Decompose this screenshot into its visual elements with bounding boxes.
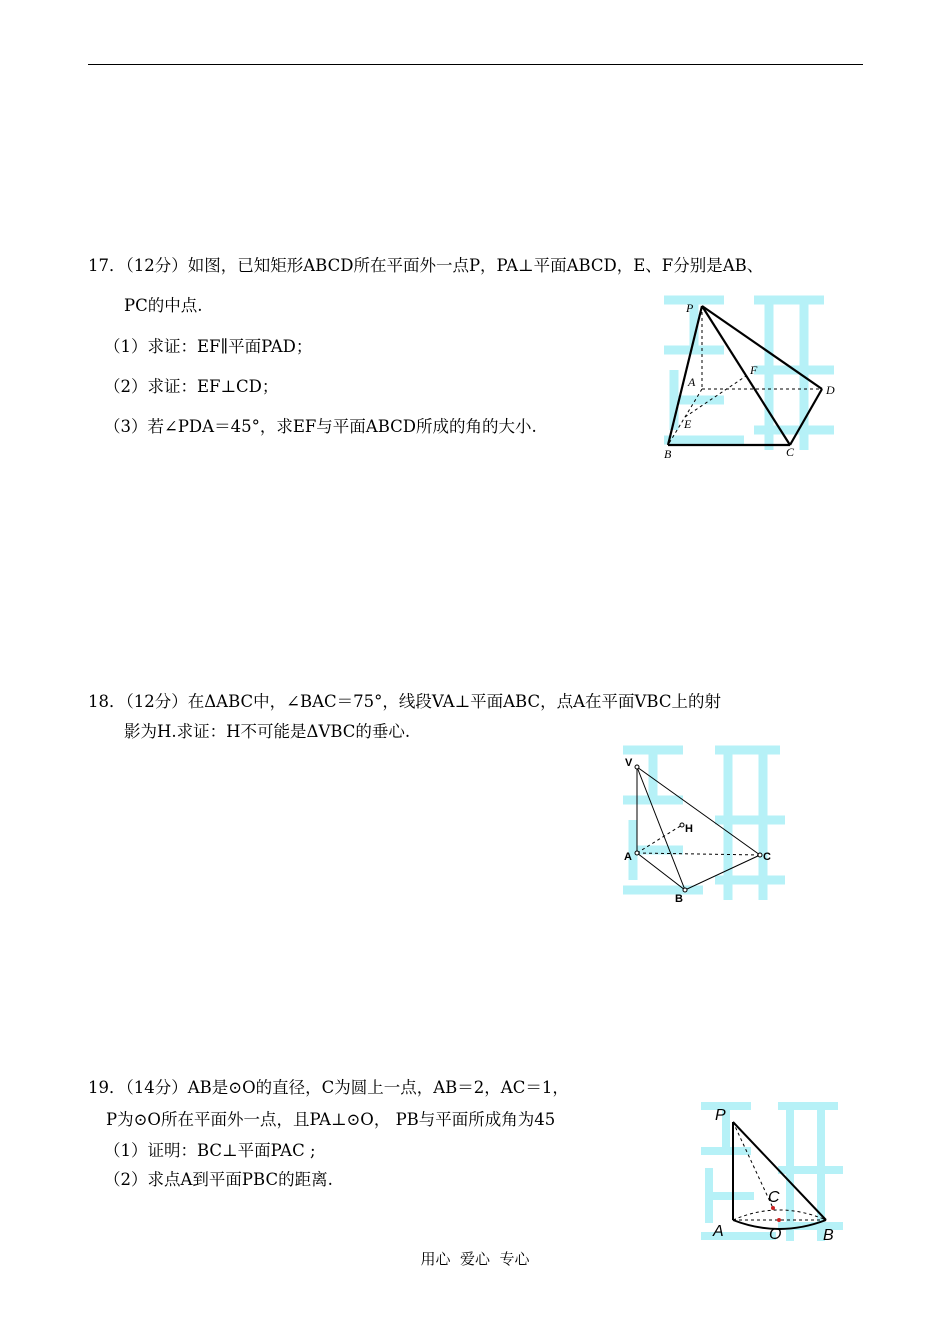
label-e: E (684, 417, 692, 431)
label-b: B (675, 893, 683, 905)
q18-tetrahedron-figure (615, 740, 790, 915)
q17-item1: （1）求证：EF∥平面PAD； (104, 337, 313, 356)
label-o: O (769, 1226, 782, 1243)
label-d: D (826, 383, 835, 397)
label-a: A (688, 375, 696, 389)
label-h: H (685, 823, 693, 835)
q19-cone-figure (693, 1098, 848, 1250)
q18-line2: 影为H.求证：H不可能是ΔVBC的垂心. (124, 722, 411, 741)
q19-item2: （2）求点A到平面PBC的距离. (104, 1170, 333, 1189)
label-f: F (750, 363, 758, 377)
page-footer: 用心 爱心 专心 (420, 1250, 530, 1268)
edge-bc (685, 855, 760, 890)
label-c: C (786, 445, 795, 459)
label-c: C (763, 851, 771, 863)
label-v: V (625, 757, 633, 769)
q17-item3: （3）若∠PDA＝45°，求EF与平面ABCD所成的角的大小. (104, 417, 537, 436)
q17-pyramid-figure (654, 290, 842, 464)
q19-line1: 19．（14分）AB是⊙O的直径，C为圆上一点，AB＝2，AC＝1， (88, 1078, 569, 1097)
label-p: P (715, 1107, 726, 1124)
edge-pc (702, 306, 790, 445)
label-a: A (624, 851, 632, 863)
q19-item1: （1）证明：BC⊥平面PAC ; (104, 1141, 316, 1160)
label-p: P (686, 301, 694, 315)
label-a: A (713, 1223, 724, 1240)
label-b: B (823, 1227, 834, 1244)
header-rule (88, 64, 863, 65)
label-c: C (768, 1189, 780, 1206)
q17-line1: 17．（12分）如图，已知矩形ABCD所在平面外一点P，PA⊥平面ABCD，E、F分别是AB、 (88, 256, 764, 275)
q18-line1: 18．（12分）在ΔABC中，∠BAC＝75°，线段VA⊥平面ABC，点A在平面VBC上的射 (88, 692, 721, 711)
q19-line2: P为⊙O所在平面外一点，且PA⊥⊙O， PB与平面所成角为45 (106, 1110, 556, 1129)
q17-item2: （2）求证：EF⊥CD； (104, 377, 279, 396)
edge-vc (637, 767, 760, 855)
q17-line2: PC的中点. (124, 296, 203, 315)
watermark-seal (623, 750, 785, 900)
label-b: B (664, 447, 672, 461)
